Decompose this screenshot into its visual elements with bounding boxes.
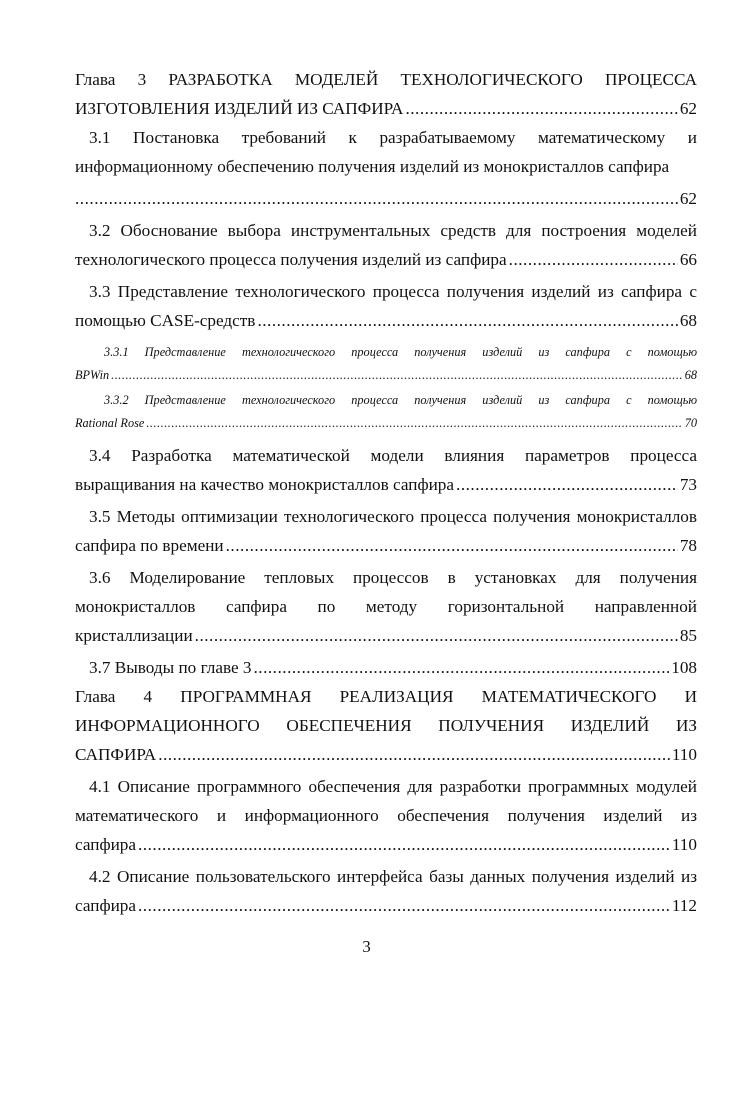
toc-page-number: 78 (679, 536, 697, 555)
toc-entry-chapter-4 (75, 682, 697, 769)
toc-text-line: 3.4 Разработка математической модели влияния параметров процесса (89, 446, 697, 465)
toc-page-number: 68 (684, 368, 697, 382)
toc-text-line: 3.3 Представление технологического процесса получения изделий из сапфира с (89, 282, 697, 301)
toc-page-number: 110 (671, 745, 697, 764)
toc-entry-3-3 (75, 277, 697, 335)
dot-leader (158, 740, 670, 769)
dot-leader (257, 306, 677, 335)
toc-text-line: 3.5 Методы оптимизации технологического процесса получения монокристаллов (89, 507, 697, 526)
toc-entry-chapter-3 (75, 65, 697, 123)
toc-entry-3-7 (89, 653, 697, 682)
toc-text-line: 3.3.2 Представление технологического процесса получения изделий из сапфира с помощью (104, 393, 697, 407)
toc-text-line: технологического процесса получения изделий из сапфира (75, 250, 507, 269)
toc-entry-3-3-1 (75, 341, 697, 387)
dot-leader (138, 830, 670, 859)
toc-text-line: Глава 4 ПРОГРАММНАЯ РЕАЛИЗАЦИЯ МАТЕМАТИЧЕСКОГО И (75, 687, 697, 706)
dot-leader (226, 531, 678, 560)
toc-page-number: 110 (671, 835, 697, 854)
dot-leader (75, 184, 678, 213)
toc-entry-3-5 (75, 502, 697, 560)
toc-text-line: ИНФОРМАЦИОННОГО ОБЕСПЕЧЕНИЯ ПОЛУЧЕНИЯ ИЗДЕЛИЙ ИЗ (75, 716, 697, 735)
toc-text-line: Глава 3 РАЗРАБОТКА МОДЕЛЕЙ ТЕХНОЛОГИЧЕСКОГО ПРОЦЕССА (75, 70, 697, 89)
toc-text-line: 3.3.1 Представление технологического процесса получения изделий из сапфира с помощью (104, 345, 697, 359)
toc-page-number: 85 (679, 626, 697, 645)
toc-entry-3-4 (75, 441, 697, 499)
toc-page-number: 62 (679, 99, 697, 118)
toc-text-line: 3.6 Моделирование тепловых процессов в установках для получения (89, 568, 697, 587)
toc-entry-4-2 (75, 862, 697, 920)
toc-page-number: 70 (684, 416, 697, 430)
toc-text-line: 3.7 Выводы по главе 3 (89, 658, 252, 677)
toc-text-line: сапфира по времени (75, 536, 224, 555)
toc-text-line: ИЗГОТОВЛЕНИЯ ИЗДЕЛИЙ ИЗ САПФИРА (75, 99, 404, 118)
toc-text-line: математического и информационного обеспечения получения изделий из (75, 806, 697, 825)
toc-entry-3-1 (75, 123, 697, 213)
toc-entry-3-6 (75, 563, 697, 650)
toc-text-line: 3.2 Обоснование выбора инструментальных средств для построения моделей (89, 221, 697, 240)
dot-leader (138, 891, 670, 920)
toc-entry-3-2 (75, 216, 697, 274)
dot-leader (146, 412, 682, 435)
dot-leader (253, 653, 669, 682)
toc-entry-4-1 (75, 772, 697, 859)
toc-page-number: 62 (679, 189, 697, 208)
dot-leader (111, 364, 683, 387)
toc-text-line: выращивания на качество монокристаллов сапфира (75, 475, 455, 494)
toc-text-line: монокристаллов сапфира по методу горизонтальной направленной (75, 597, 697, 616)
page-number: 3 (362, 937, 371, 956)
table-of-contents (75, 62, 697, 920)
toc-text-line: кристаллизации (75, 626, 193, 645)
toc-text-line: 3.1 Постановка требований к разрабатываемому математическому и (89, 128, 697, 147)
toc-page-number: 112 (671, 896, 697, 915)
toc-entry-3-3-2 (75, 389, 697, 435)
toc-text-line: сапфира (75, 835, 136, 854)
toc-text-line: информационному обеспечению получения изделий из монокристаллов сапфира (75, 157, 670, 176)
toc-text-line: 4.2 Описание пользовательского интерфейса базы данных получения изделий из (89, 867, 697, 886)
toc-page-number: 66 (679, 250, 697, 269)
dot-leader (509, 245, 678, 274)
toc-text-line: помощью CASE-средств (75, 311, 256, 330)
dot-leader (405, 94, 677, 123)
toc-text-line: САПФИРА (75, 745, 157, 764)
toc-text-line: BPWin (75, 368, 110, 382)
toc-page-number: 108 (671, 658, 697, 677)
toc-page-number: 73 (679, 475, 697, 494)
toc-text-line: 4.1 Описание программного обеспечения для разработки программных модулей (89, 777, 697, 796)
dot-leader (456, 470, 678, 499)
dot-leader (195, 621, 678, 650)
toc-text-line: Rational Rose (75, 416, 145, 430)
toc-text-line: сапфира (75, 896, 136, 915)
toc-page-number: 68 (679, 311, 697, 330)
